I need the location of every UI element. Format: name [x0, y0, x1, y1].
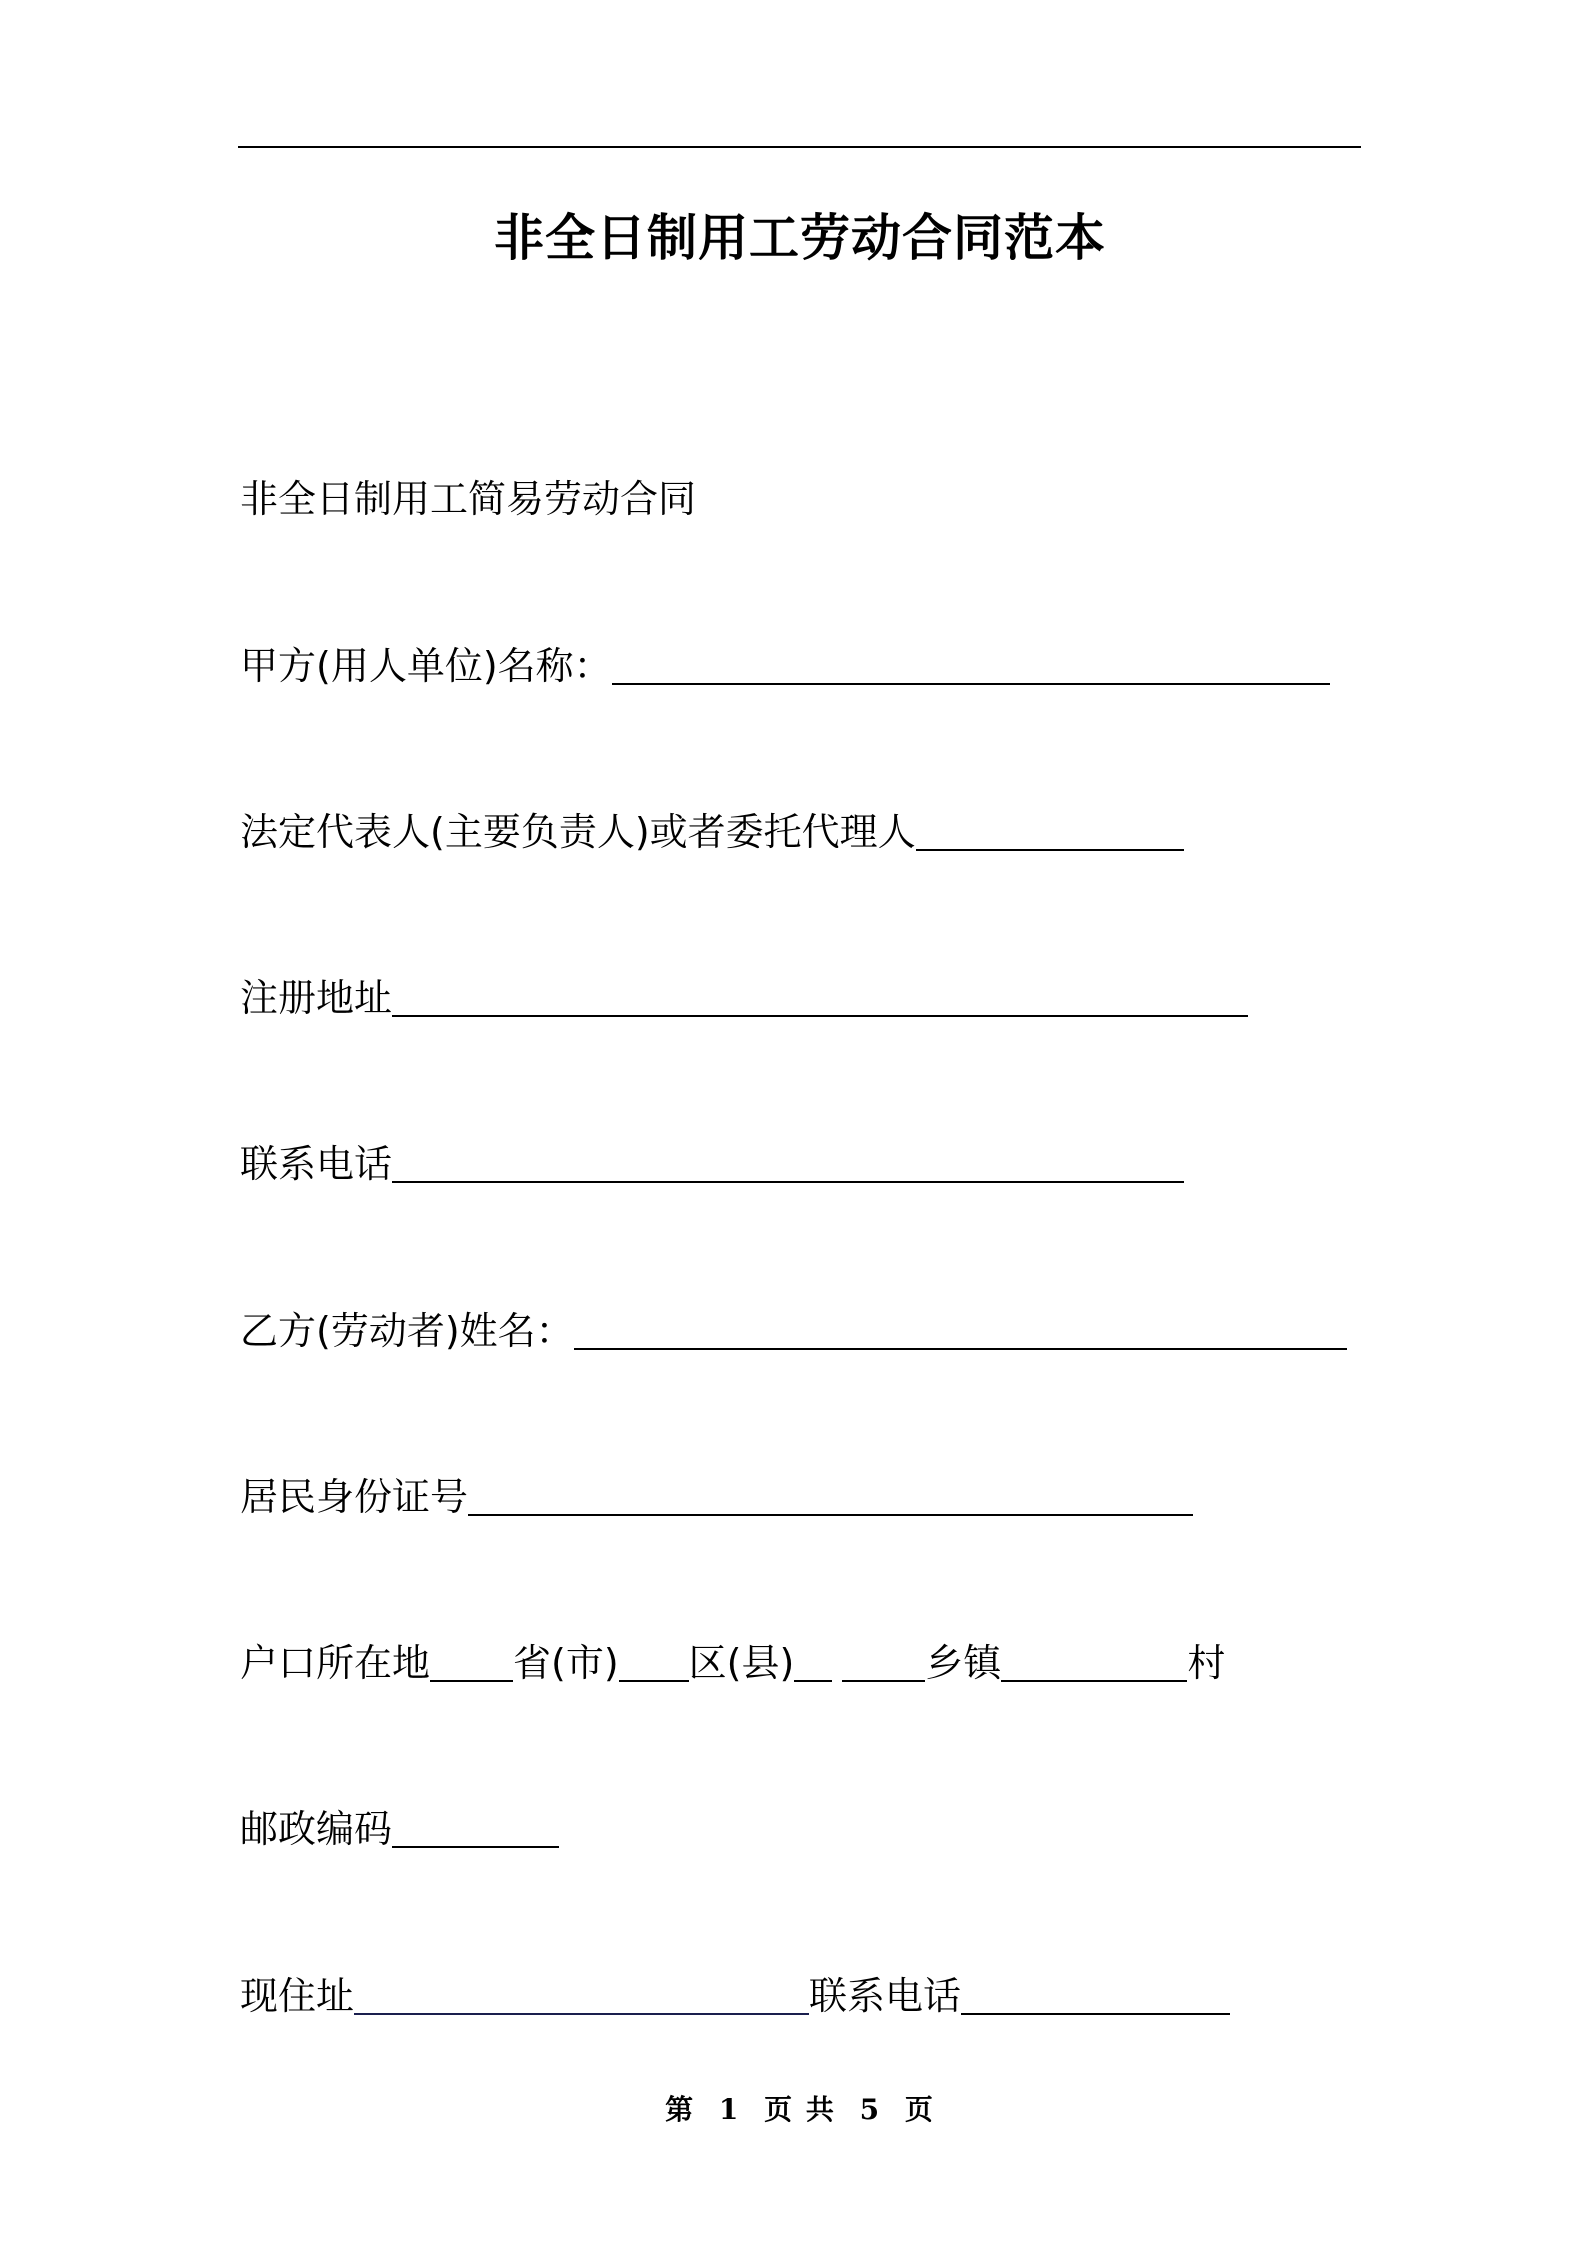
- id-number-line: [240, 1456, 1193, 1519]
- page-footer: [0, 2088, 1586, 2128]
- subtitle-line: [240, 458, 697, 521]
- current-address-blank[interactable]: [354, 1973, 809, 2015]
- reg-address-label: 注册地址: [240, 976, 393, 1020]
- phone-b-blank[interactable]: [961, 1973, 1230, 2015]
- party-a-name-blank[interactable]: [612, 643, 1330, 685]
- township-blank-b[interactable]: [842, 1640, 925, 1682]
- party-a-name-label: 甲方(用人单位)名称：: [240, 644, 612, 688]
- phone-a-label: 联系电话: [240, 1142, 393, 1186]
- party-b-name-line: [240, 1290, 1347, 1353]
- postcode-line: [240, 1788, 559, 1851]
- legal-rep-blank[interactable]: [916, 809, 1184, 851]
- party-a-name-line: [240, 625, 1330, 688]
- footer-middle: 页 共: [764, 2093, 836, 2126]
- header-rule: [238, 146, 1361, 148]
- current-address-label: 现住址: [240, 1974, 355, 2018]
- hukou-line: [240, 1622, 1226, 1685]
- province-blank[interactable]: [430, 1640, 513, 1682]
- postcode-label: 邮政编码: [240, 1807, 393, 1851]
- footer-prefix: 第: [665, 2093, 696, 2126]
- reg-address-blank[interactable]: [392, 975, 1248, 1017]
- footer-page-number: 1: [718, 2093, 741, 2126]
- footer-total-pages: 5: [859, 2093, 882, 2126]
- village-blank[interactable]: [1001, 1640, 1187, 1682]
- document-title: 非全日制用工劳动合同范本: [494, 209, 1106, 267]
- township-blank-a[interactable]: [794, 1640, 832, 1682]
- legal-rep-label: 法定代表人(主要负责人)或者委托代理人: [240, 810, 916, 854]
- id-number-blank[interactable]: [468, 1474, 1193, 1516]
- document-subtitle: 非全日制用工简易劳动合同: [240, 477, 697, 521]
- hukou-label: 户口所在地: [240, 1641, 431, 1685]
- phone-a-blank[interactable]: [392, 1141, 1184, 1183]
- footer-suffix: 页: [904, 2093, 935, 2126]
- phone-b-label: 联系电话: [809, 1974, 962, 2018]
- township-label: 乡镇: [925, 1641, 1002, 1685]
- reg-address-line: [240, 957, 1248, 1020]
- id-number-label: 居民身份证号: [240, 1475, 469, 1519]
- current-address-line: [240, 1955, 1230, 2018]
- village-label: 村: [1187, 1641, 1226, 1685]
- district-label: 区(县): [688, 1641, 795, 1685]
- phone-a-line: [240, 1123, 1184, 1186]
- legal-rep-line: [240, 791, 1184, 854]
- party-b-name-blank[interactable]: [574, 1308, 1347, 1350]
- district-blank[interactable]: [619, 1640, 689, 1682]
- party-b-name-label: 乙方(劳动者)姓名：: [240, 1309, 574, 1353]
- postcode-blank[interactable]: [392, 1806, 559, 1848]
- province-label: 省(市): [513, 1641, 619, 1685]
